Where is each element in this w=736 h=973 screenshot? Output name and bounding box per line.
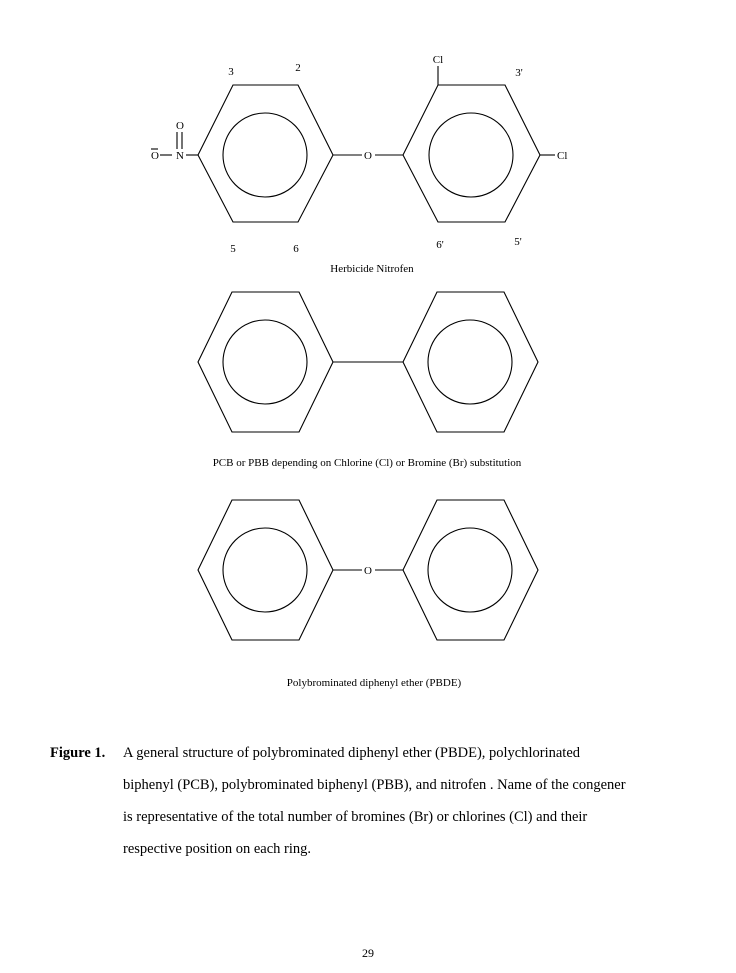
caption-line: biphenyl (PCB), polybrominated biphenyl (PBB), and nitrofen . Name of the congener [123,777,626,793]
nitrofen-ring-right-aromatic [429,113,513,197]
pbde-ring-left [198,500,333,640]
figure-label: Figure 1. [50,745,106,761]
biphenyl-structure [198,292,538,432]
atom-cl-right: Cl [557,150,568,162]
page-number: 29 [362,946,374,960]
caption-line: respective position on each ring. [123,841,312,857]
position-label-6: 6 [293,243,299,255]
pbde-ring-right-aromatic [428,528,512,612]
atom-oxygen-nitrofen: O [364,150,372,162]
position-label-3: 3 [228,66,234,78]
position-label-5-prime: 5' [514,236,522,248]
position-label-3-prime: 3' [515,67,523,79]
figure-caption-text [123,737,693,865]
caption-line: is representative of the total number of bromines (Br) or chlorines (Cl) and their [123,809,588,825]
biphenyl-ring-right [403,292,538,432]
biphenyl-caption: PCB or PBB depending on Chlorine (Cl) or Bromine (Br) substitution [212,457,522,469]
biphenyl-ring-right-aromatic [428,320,512,404]
biphenyl-ring-left-aromatic [223,320,307,404]
nitrofen-caption: Herbicide Nitrofen [330,263,414,275]
pbde-ring-right [403,500,538,640]
nitrofen-ring-left-aromatic [223,113,307,197]
atom-nitro-o-left: O [151,150,159,162]
position-label-2: 2 [295,62,301,74]
atom-cl-top: Cl [432,54,444,66]
nitrofen-ring-right [403,85,540,222]
nitrofen-structure [151,66,555,222]
nitrofen-ring-left [198,85,333,222]
position-label-5: 5 [230,243,236,255]
caption-line: A general structure of polybrominated diphenyl ether (PBDE), polychlorinated [123,745,581,761]
position-label-6-prime: 6' [436,239,444,251]
atom-oxygen-pbde: O [364,565,372,577]
biphenyl-ring-left [198,292,333,432]
atom-nitro-n: N [176,150,184,162]
pbde-ring-left-aromatic [223,528,307,612]
pbde-caption: Polybrominated diphenyl ether (PBDE) [286,677,462,689]
atom-nitro-o-top: O [176,120,184,132]
